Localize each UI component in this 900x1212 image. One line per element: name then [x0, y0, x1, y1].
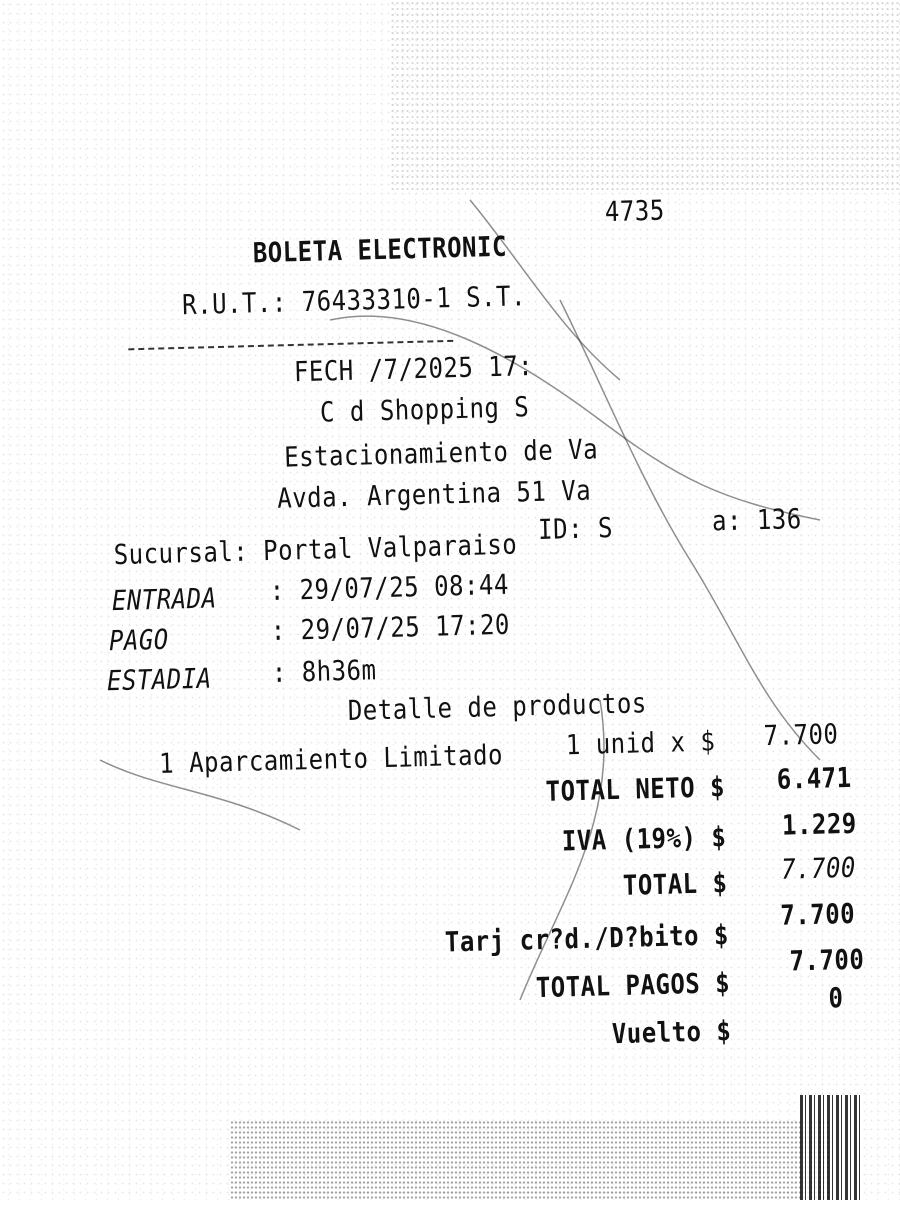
card-label: Tarj cr?d./D?bito $	[444, 918, 730, 959]
pago-label: PAGO	[108, 623, 170, 658]
company-name: C d Shopping S	[319, 390, 530, 429]
vuelto-value: 0	[828, 981, 844, 1015]
id-value: a: 136	[711, 502, 803, 538]
business-name: Estacionamiento de Va	[283, 433, 599, 474]
entrada-label: ENTRADA	[111, 582, 217, 618]
total-neto-value: 6.471	[776, 761, 852, 796]
item-description: 1 Aparcamiento Limitado	[158, 738, 504, 780]
total-neto-label: TOTAL NETO $	[545, 770, 726, 808]
rut: R.U.T.: 76433310-1 S.T.	[181, 279, 527, 322]
address: Avda. Argentina 51 Va	[276, 474, 592, 515]
doc-type: BOLETA ELECTRONIC	[252, 230, 508, 270]
issue-date: FECH /7/2025 17:	[293, 349, 534, 389]
vuelto-label: Vuelto $	[611, 1014, 732, 1051]
sucursal: Sucursal: Portal Valparaiso	[113, 528, 518, 571]
detail-title: Detalle de productos	[347, 686, 648, 727]
separator-line	[128, 340, 453, 351]
total-pagos-value: 7.700	[789, 943, 865, 978]
iva-label: IVA (19%) $	[561, 820, 727, 858]
estadia-value: : 8h36m	[271, 653, 377, 689]
id-label: ID: S	[537, 511, 614, 546]
pago-value: : 29/07/25 17:20	[270, 608, 511, 647]
estadia-label: ESTADIA	[106, 662, 213, 698]
item-amount: 7.700	[763, 717, 839, 753]
item-qty-price: 1 unid x $	[565, 725, 716, 762]
doc-number: 4735	[604, 194, 666, 229]
card-value: 7.700	[779, 897, 856, 932]
iva-value: 1.229	[781, 807, 858, 842]
entrada-value: : 29/07/25 08:44	[269, 568, 510, 607]
total-label: TOTAL $	[622, 866, 728, 902]
total-value: 7.700	[780, 851, 857, 886]
total-pagos-label: TOTAL PAGOS $	[535, 966, 731, 1005]
